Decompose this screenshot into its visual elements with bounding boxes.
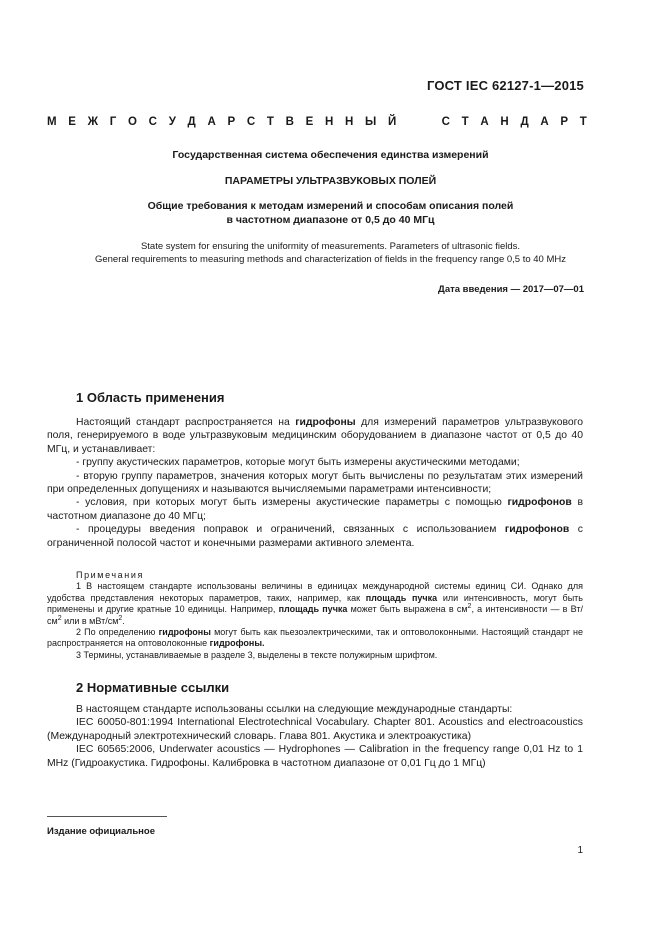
banner-letter: Р <box>227 116 236 128</box>
banner-letter: С <box>148 116 157 128</box>
scope-item-4: - процедуры введения поправок и ограничений, связанных с использованием гидрофонов с ограниченной полосой частот и конечными размерами активного элемента. <box>47 524 583 549</box>
banner-letter: А <box>540 116 549 128</box>
banner-letter: Т <box>266 116 274 128</box>
section-1-paragraph: Настоящий стандарт распространяется на гидрофоны для измерений параметров ультразвукового поля, генерируемого в воде ультразвуковым медицинским оборудованием в диапазоне частот от 0,5 до 40 МГц, и устанавливает: <box>47 417 583 455</box>
scope-item-2: - вторую группу параметров, значения которых могут быть вычислены по результатам этих измерений при определенных допущениях и называются вычисляемыми параметрами интенсивности; <box>47 470 583 496</box>
scope-item-1: - группу акустических параметров, которые могут быть измерены акустическими методами; <box>76 457 520 469</box>
standard-code: ГОСТ IEC 62127-1—2015 <box>426 78 584 93</box>
banner-letter: У <box>168 116 176 128</box>
section-2-heading: 2 Нормативные ссылки <box>76 680 230 695</box>
scope-item-3: - условия, при которых могут быть измерены акустические параметры с помощью гидрофонов в частотном диапазоне до 40 МГц; <box>47 497 583 522</box>
note-2: 2 По определению гидрофоны могут быть как пьезоэлектрическими, так и оптоволоконными. Настоящий стандарт не распространяется на оптоволоконные гидрофоны. <box>47 627 584 649</box>
notes-block <box>47 570 583 661</box>
banner-letter: Т <box>461 116 469 128</box>
banner-letter: О <box>128 116 137 128</box>
page-number: 1 <box>577 845 583 856</box>
banner-letter: А <box>480 116 489 128</box>
banner-letter: Г <box>109 116 117 128</box>
banner-letter: Ж <box>87 116 99 128</box>
english-title-line-1: State system for ensuring the uniformity of measurements. Parameters of ultrasonic fields. <box>140 241 521 252</box>
document-title: ПАРАМЕТРЫ УЛЬТРАЗВУКОВЫХ ПОЛЕЙ <box>224 175 437 187</box>
footer-divider <box>47 816 167 817</box>
english-title-line-2: General requirements to measuring methods and characterization of fields in the frequency range 0,5 to 40 MHz <box>94 254 567 265</box>
introduction-date: Дата введения — 2017—07—01 <box>438 284 584 295</box>
banner-letter: Д <box>520 116 529 128</box>
official-edition-label: Издание официальное <box>47 826 155 837</box>
document-subtitle-line-1: Общие требования к методам измерений и способам описания полей <box>147 200 514 212</box>
section-2-body <box>47 703 583 770</box>
banner-letter: Н <box>500 116 509 128</box>
note-1: 1 В настоящем стандарте использованы величины в единицах международной системы единиц СИ. Однако для удобства представления некоторых параметров, таких, например, как площадь пучка или интенсивность, могут быть применены и другие кратные 10 единицы. Например, площадь пучка может быть выражена в $см^2$, а интенсивности — в $Вт/см^2$ или в мВт/$см^2$. <box>47 581 583 626</box>
system-title: Государственная система обеспечения единства измерений <box>172 149 489 161</box>
note-3: 3 Термины, устанавливаемые в разделе 3, выделены в тексте полужирным шрифтом. <box>76 649 438 660</box>
document-subtitle-line-2: в частотном диапазоне от 0,5 до 40 МГц <box>226 214 435 226</box>
banner-letter: Н <box>345 116 354 128</box>
banner-letter: Й <box>387 116 397 128</box>
banner-letter: Е <box>305 116 314 128</box>
banner-word-gap <box>408 116 430 128</box>
reference-iec-60565: IEC 60565:2006, Underwater acoustics — Hydrophones — Calibration in the frequency range 0,01 Hz to 1 MHz (Гидроакустика. Гидрофоны. Калибровка в частотном диапазоне от 0,01 Гц до 1 МГц) <box>47 744 583 769</box>
banner-letter: С <box>441 116 450 128</box>
section-1-heading: 1 Область применения <box>76 390 225 405</box>
banner-letter: В <box>285 116 294 128</box>
banner-letter: Н <box>324 116 334 128</box>
interstate-standard-banner <box>47 116 587 128</box>
banner-letter: Е <box>68 116 76 128</box>
reference-iec-60050-801: IEC 60050-801:1994 International Electrotechnical Vocabulary. Chapter 801. Acoustics and electroacoustics (Международный электротехнический словарь. Глава 801. Акустика и электроакустика) <box>47 717 583 742</box>
banner-letter: А <box>207 116 216 128</box>
banner-letter: Т <box>579 116 587 128</box>
banner-letter: Р <box>560 116 569 128</box>
banner-letter: С <box>246 116 256 128</box>
banner-letter: Ы <box>365 116 377 128</box>
banner-letter: М <box>47 116 57 128</box>
notes-heading: Примечания <box>76 570 144 580</box>
section-2-paragraph: В настоящем стандарте использованы ссылки на следующие международные стандарты: <box>76 704 513 715</box>
banner-letter: Д <box>187 116 196 128</box>
section-1-body <box>47 416 583 550</box>
